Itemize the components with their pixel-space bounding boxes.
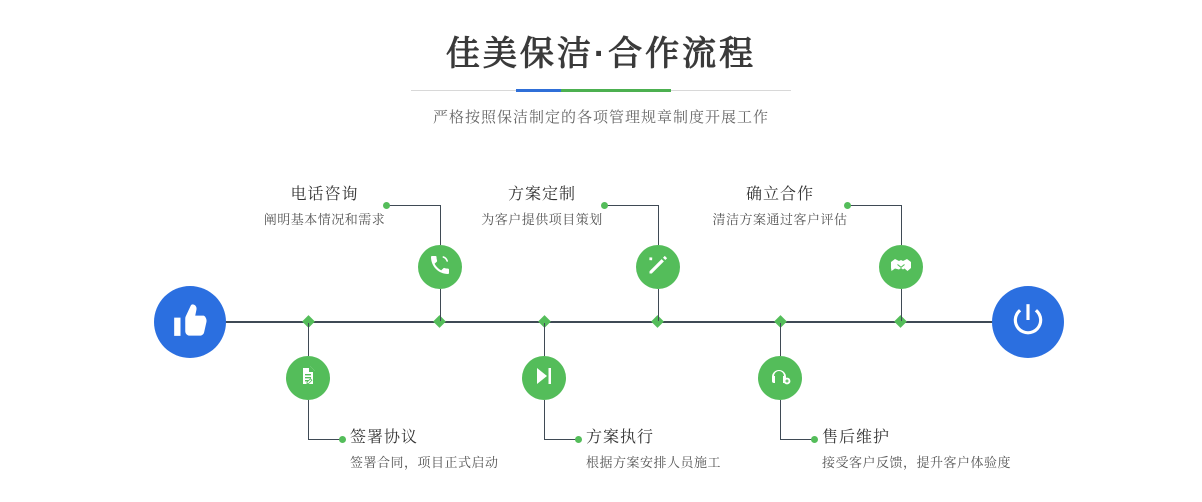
- divider-accent-blue: [516, 89, 561, 92]
- step-icon-4[interactable]: [522, 356, 566, 400]
- pen-ruler-icon: [646, 253, 670, 282]
- handshake-icon: [889, 253, 913, 282]
- step-title-1: 电话咨询: [290, 186, 359, 203]
- page-title: 佳美保洁·合作流程: [445, 35, 757, 73]
- connector-line: [544, 323, 545, 356]
- step-title-4: 方案执行: [586, 429, 655, 446]
- step-label-6: [822, 426, 1011, 474]
- connector-line: [658, 205, 659, 245]
- step-desc-6: 接受客户反馈，提升客户体验度: [822, 455, 1012, 470]
- connector-line: [440, 205, 441, 245]
- play-forward-icon: [532, 364, 556, 393]
- connector-line: [780, 400, 781, 439]
- connector-line: [544, 439, 579, 440]
- connector-line: [308, 400, 309, 439]
- connector-line: [901, 289, 902, 321]
- connector-line: [440, 289, 441, 321]
- step-title-6: 售后维护: [822, 429, 891, 446]
- connector-line: [658, 289, 659, 321]
- page-header: [0, 32, 1202, 127]
- step-desc-1: 阐明基本情况和需求: [263, 212, 386, 227]
- signed-document-icon: [296, 364, 320, 393]
- step-desc-4: 根据方案安排人员施工: [586, 455, 722, 470]
- connector-line: [308, 323, 309, 356]
- timeline-end-node: [992, 286, 1064, 358]
- connector-dot: [339, 436, 346, 443]
- step-label-4: [586, 426, 721, 474]
- step-label-2: [350, 426, 499, 474]
- connector-line: [901, 205, 902, 245]
- step-label-1: [252, 183, 397, 231]
- step-title-5: 确立合作: [745, 186, 814, 203]
- title-divider: [411, 86, 791, 96]
- divider-accent-green: [561, 89, 671, 92]
- step-label-3: [468, 183, 616, 231]
- thumbs-up-icon: [171, 301, 209, 344]
- timeline-start-node: [154, 286, 226, 358]
- step-icon-2[interactable]: [286, 356, 330, 400]
- step-icon-5[interactable]: [879, 245, 923, 289]
- headset-support-icon: [768, 364, 792, 393]
- process-timeline: [0, 150, 1202, 502]
- phone-call-icon: [428, 253, 452, 282]
- step-icon-1[interactable]: [418, 245, 462, 289]
- step-desc-3: 为客户提供项目策划: [481, 212, 603, 227]
- connector-dot: [575, 436, 582, 443]
- step-label-5: [706, 183, 854, 231]
- connector-line: [544, 400, 545, 439]
- step-icon-6[interactable]: [758, 356, 802, 400]
- step-title-2: 签署协议: [350, 429, 419, 446]
- step-title-3: 方案定制: [507, 186, 576, 203]
- step-desc-5: 清洁方案通过客户评估: [712, 212, 848, 227]
- step-desc-2: 签署合同，项目正式启动: [350, 455, 499, 470]
- step-icon-3[interactable]: [636, 245, 680, 289]
- connector-line: [847, 205, 902, 206]
- power-icon: [1009, 301, 1047, 344]
- connector-line: [308, 439, 343, 440]
- page-subtitle: 严格按照保洁制定的各项管理规章制度开展工作: [432, 109, 769, 127]
- connector-line: [780, 323, 781, 356]
- connector-dot: [811, 436, 818, 443]
- connector-line: [780, 439, 815, 440]
